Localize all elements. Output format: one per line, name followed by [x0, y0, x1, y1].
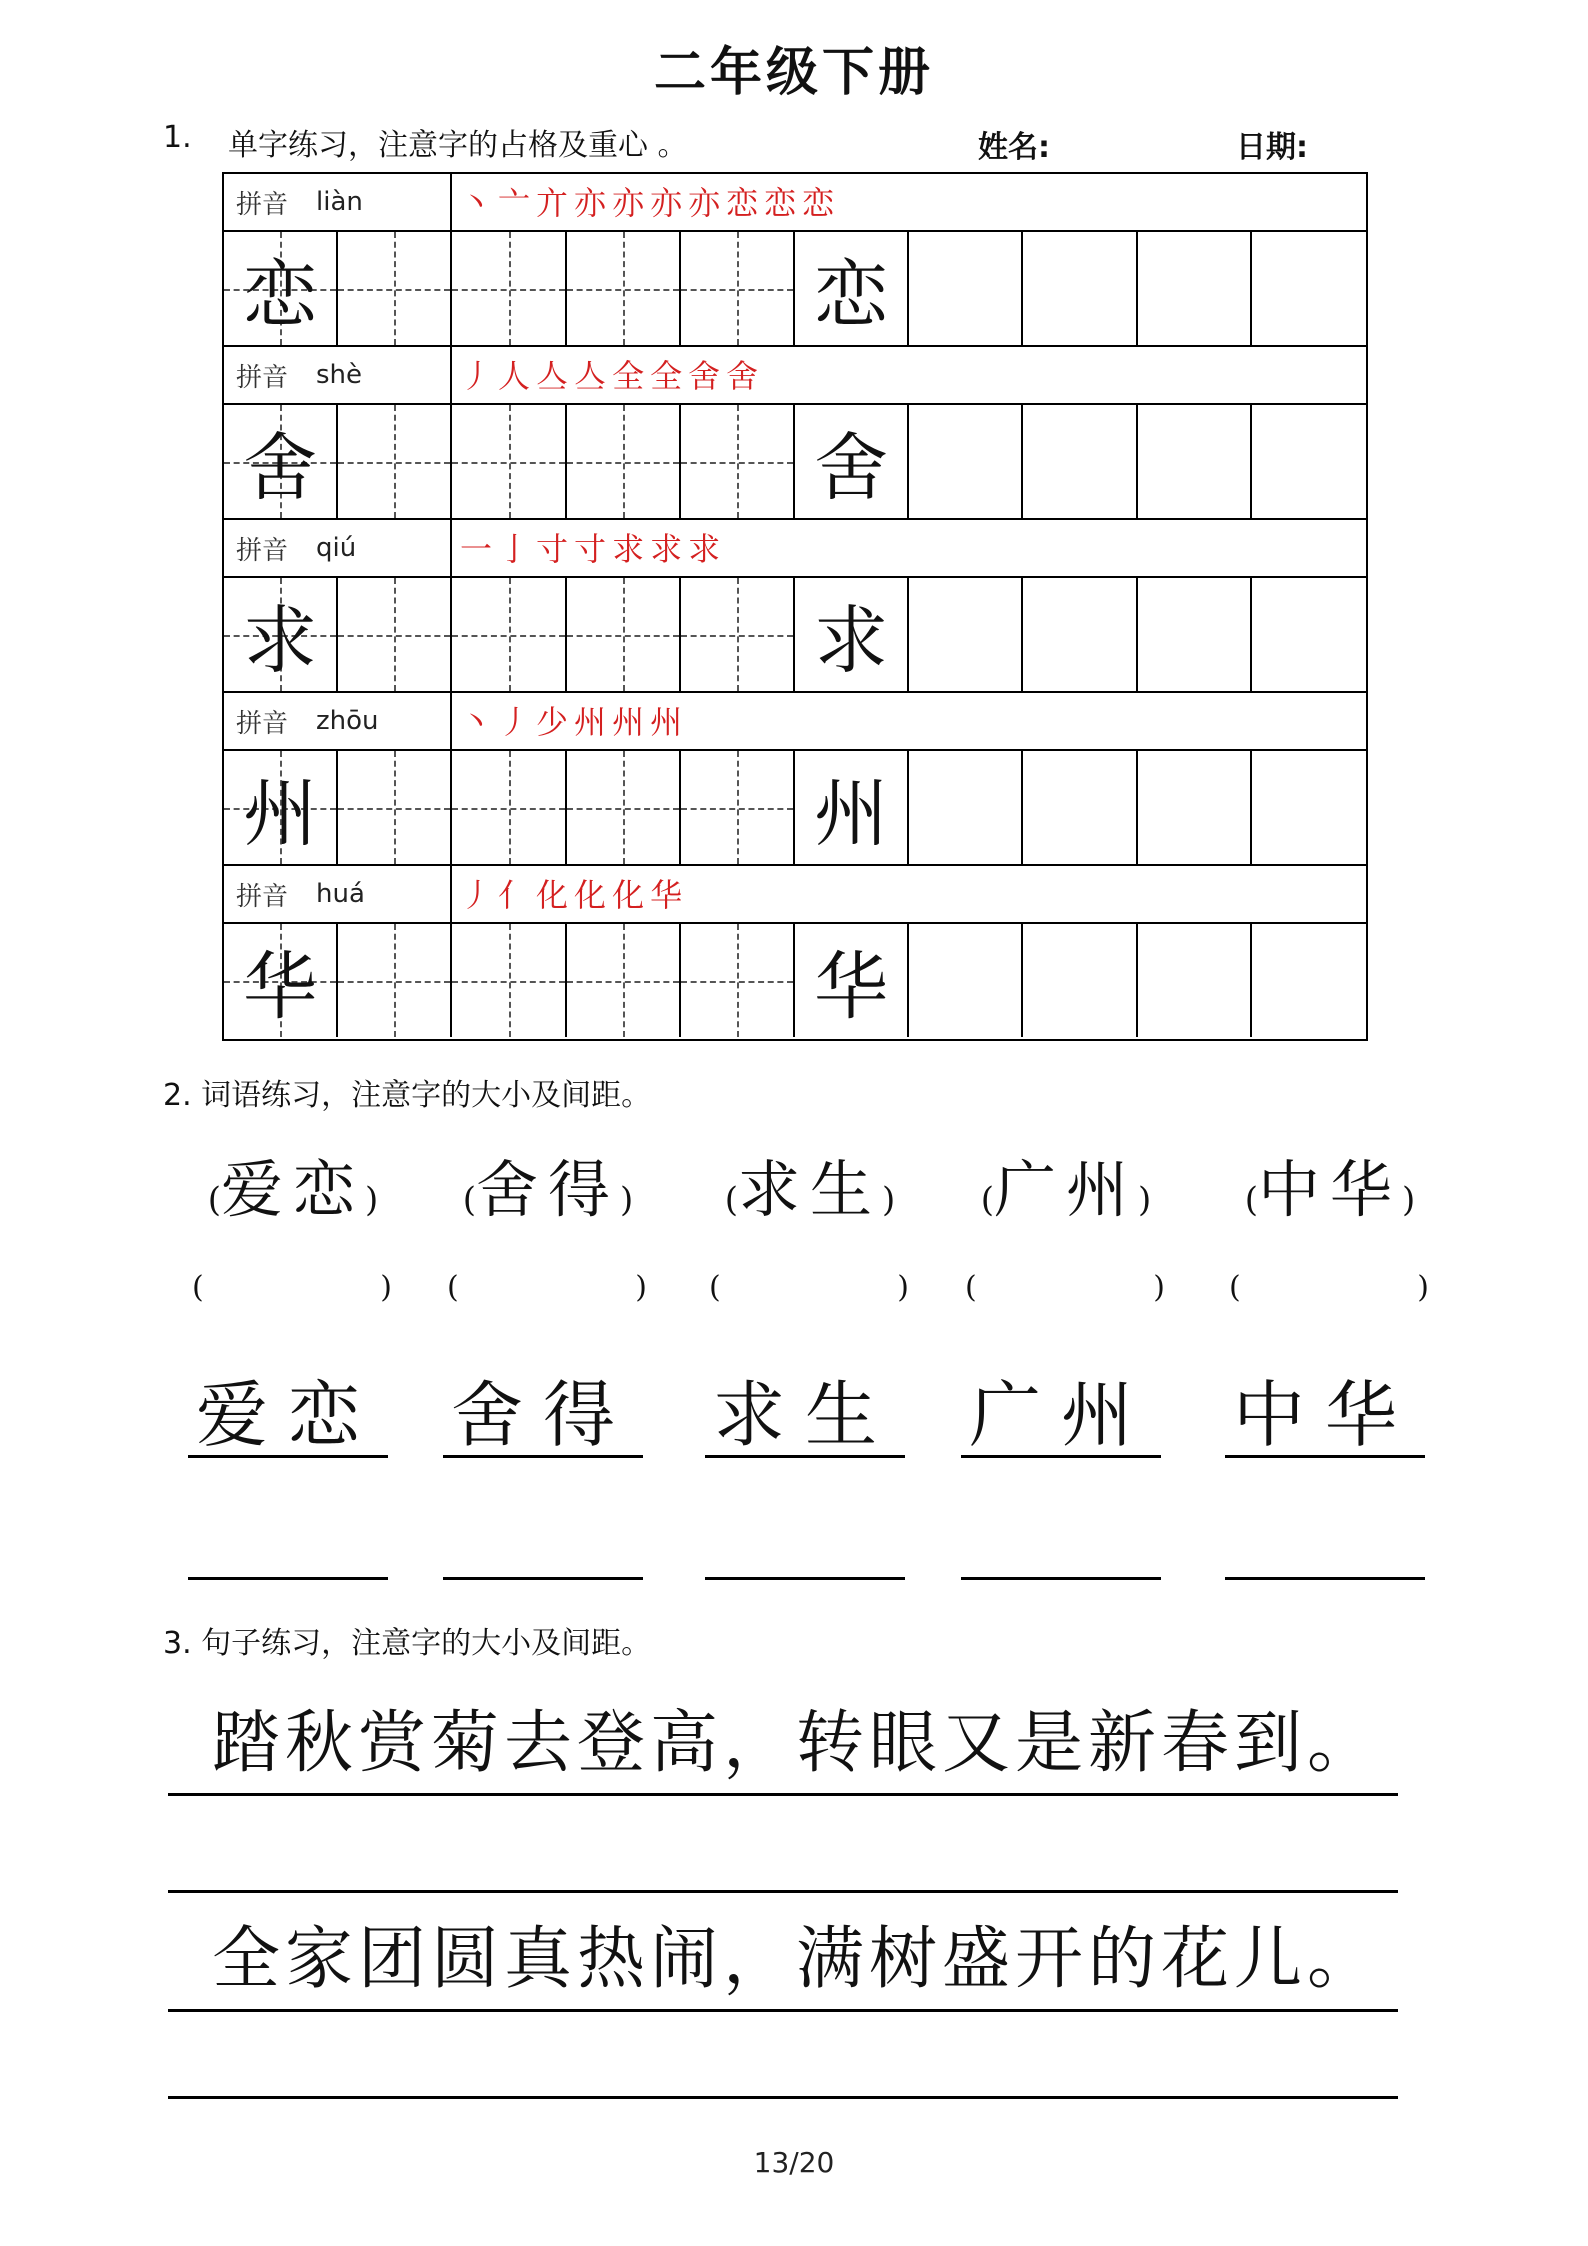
close-paren: ) [1417, 1270, 1429, 1305]
model-character-cell [795, 405, 909, 518]
model-character: 舍 [814, 424, 889, 511]
open-paren: ( [1244, 1180, 1258, 1220]
character-row [224, 232, 1366, 347]
model-character-cell [795, 751, 909, 864]
practice-cell[interactable] [1138, 405, 1252, 518]
practice-cell[interactable] [1252, 405, 1366, 518]
practice-cell[interactable] [681, 405, 795, 518]
stroke-step: 丿 [460, 876, 493, 914]
practice-cell[interactable] [452, 232, 566, 345]
stroke-step: 舍 [688, 357, 721, 395]
stroke-step: 州 [574, 703, 607, 741]
underlined-word: 广州 [961, 1372, 1161, 1458]
pinyin-answer-blank[interactable] [965, 1270, 1165, 1305]
close-paren: ) [882, 1180, 896, 1220]
underlined-word: 求生 [705, 1372, 905, 1458]
pinyin-answer-blank[interactable] [1229, 1270, 1429, 1305]
practice-cell[interactable] [1023, 405, 1137, 518]
open-paren: ( [447, 1270, 459, 1305]
pinyin-label [224, 174, 452, 230]
word-text: 广州 [993, 1153, 1138, 1226]
pinyin-answer-blank[interactable] [447, 1270, 647, 1305]
close-paren: ) [897, 1270, 909, 1305]
practice-cell[interactable] [452, 924, 566, 1037]
practice-cell[interactable] [567, 578, 681, 691]
model-character: 华 [243, 943, 318, 1030]
pinyin-word: 拼音 [236, 708, 289, 739]
open-paren: ( [965, 1270, 977, 1305]
model-character: 州 [243, 770, 318, 857]
close-paren: ) [365, 1180, 379, 1220]
stroke-step: 一 [460, 530, 493, 568]
pinyin-value: shè [316, 360, 363, 390]
stroke-step: 州 [650, 703, 683, 741]
practice-cell[interactable] [452, 405, 566, 518]
model-character-cell [795, 232, 909, 345]
stroke-step: 亦 [688, 184, 721, 222]
stroke-step: 亦 [612, 184, 645, 222]
stroke-step: 亦 [650, 184, 683, 222]
open-paren: ( [980, 1180, 994, 1220]
stroke-step: 华 [650, 876, 683, 914]
underlined-word: 舍得 [443, 1372, 643, 1458]
word-text: 求生 [737, 1153, 882, 1226]
stroke-step: 丶 [460, 184, 493, 222]
character-row [224, 405, 1366, 520]
stroke-step: 亻 [498, 876, 531, 914]
pinyin-row [224, 693, 1366, 751]
character-row [224, 578, 1366, 693]
practice-cell[interactable] [909, 578, 1023, 691]
stroke-step: 恋 [764, 184, 797, 222]
pinyin-row [224, 347, 1366, 405]
sentence-write-line[interactable] [168, 1888, 1398, 1893]
practice-cell[interactable] [1023, 232, 1137, 345]
section2-instruction: 2. 词语练习，注意字的大小及间距。 [163, 1078, 652, 1113]
stroke-step: 全 [612, 357, 645, 395]
practice-cell[interactable] [1023, 751, 1137, 864]
model-character-cell [795, 924, 909, 1037]
practice-cell[interactable] [909, 924, 1023, 1037]
stroke-step: 亼 [574, 357, 607, 395]
model-character: 州 [814, 770, 889, 857]
close-paren: ) [380, 1270, 392, 1305]
section1-header [0, 112, 1588, 165]
stroke-step: 亣 [536, 184, 569, 222]
page-title: 二年级下册 [653, 43, 934, 103]
practice-cell[interactable] [1252, 924, 1366, 1037]
pinyin-label [224, 520, 452, 576]
practice-cell[interactable] [1138, 578, 1252, 691]
stroke-step: 亠 [498, 184, 531, 222]
character-practice-grid [222, 172, 1368, 1041]
stroke-step: 舍 [726, 357, 759, 395]
practice-cell[interactable] [1252, 751, 1366, 864]
bracket-word [188, 1140, 398, 1229]
open-paren: ( [724, 1180, 738, 1220]
practice-cell[interactable] [681, 232, 795, 345]
practice-cell[interactable] [909, 405, 1023, 518]
stroke-step: 丶 [460, 703, 493, 741]
stroke-order [452, 174, 1366, 230]
close-paren: ) [1138, 1180, 1152, 1220]
practice-cell[interactable] [338, 232, 452, 345]
character-row [224, 751, 1366, 866]
pinyin-row [224, 174, 1366, 232]
stroke-step: 求 [612, 530, 645, 568]
model-character: 恋 [814, 251, 889, 338]
stroke-step: 化 [574, 876, 607, 914]
model-character-cell [224, 405, 338, 518]
practice-cell[interactable] [567, 232, 681, 345]
word-write-line[interactable] [1225, 1575, 1425, 1580]
pinyin-value: liàn [316, 187, 363, 217]
pinyin-value: huá [316, 879, 365, 909]
open-paren: ( [192, 1270, 204, 1305]
underlined-word: 中华 [1225, 1372, 1425, 1458]
pinyin-answer-blank[interactable] [709, 1270, 909, 1305]
stroke-order [452, 693, 1366, 749]
stroke-step: 恋 [726, 184, 759, 222]
practice-cell[interactable] [1023, 578, 1137, 691]
model-character-cell [224, 924, 338, 1037]
pinyin-word: 拼音 [236, 362, 289, 393]
model-character: 求 [243, 597, 318, 684]
pinyin-label [224, 347, 452, 403]
practice-cell[interactable] [1252, 578, 1366, 691]
practice-cell[interactable] [338, 578, 452, 691]
model-character: 华 [814, 943, 889, 1030]
pinyin-row [224, 520, 1366, 578]
practice-cell[interactable] [1138, 751, 1252, 864]
stroke-step: 恋 [802, 184, 835, 222]
character-row [224, 924, 1366, 1039]
pinyin-value: zhōu [316, 706, 379, 736]
page-number: 13/20 [753, 2146, 835, 2179]
practice-cell[interactable] [567, 405, 681, 518]
pinyin-label [224, 693, 452, 749]
word-write-line[interactable] [705, 1575, 905, 1580]
bracket-word [1225, 1140, 1435, 1229]
practice-cell[interactable] [452, 578, 566, 691]
stroke-step: 少 [536, 703, 569, 741]
open-paren: ( [1229, 1270, 1241, 1305]
practice-cell[interactable] [338, 751, 452, 864]
stroke-step: 化 [612, 876, 645, 914]
section1-instruction: 单字练习，注意字的占格及重心 。 [228, 128, 688, 163]
practice-cell[interactable] [1138, 232, 1252, 345]
pinyin-value: qiú [316, 533, 357, 563]
word-write-line[interactable] [961, 1575, 1161, 1580]
word-write-line[interactable] [188, 1575, 388, 1580]
stroke-step: 人 [498, 357, 531, 395]
date-label: 日期: [1236, 130, 1308, 165]
stroke-step: 亼 [536, 357, 569, 395]
word-write-line[interactable] [443, 1575, 643, 1580]
open-paren: ( [709, 1270, 721, 1305]
stroke-step: 亅 [498, 530, 531, 568]
section1-number: 1. [163, 120, 192, 155]
pinyin-row [224, 866, 1366, 924]
practice-cell[interactable] [567, 751, 681, 864]
bracket-word [705, 1140, 915, 1229]
close-paren: ) [620, 1180, 634, 1220]
model-character-cell [224, 751, 338, 864]
sentence-1: 踏秋赏菊去登高，转眼又是新春到。 [168, 1696, 1398, 1796]
practice-cell[interactable] [338, 924, 452, 1037]
practice-cell[interactable] [681, 751, 795, 864]
close-paren: ) [1402, 1180, 1416, 1220]
open-paren: ( [207, 1180, 221, 1220]
practice-cell[interactable] [909, 232, 1023, 345]
practice-cell[interactable] [452, 751, 566, 864]
underlined-word: 爱恋 [188, 1372, 388, 1458]
practice-cell[interactable] [909, 751, 1023, 864]
practice-cell[interactable] [681, 578, 795, 691]
name-label: 姓名: [978, 130, 1050, 165]
practice-cell[interactable] [681, 924, 795, 1037]
practice-cell[interactable] [567, 924, 681, 1037]
practice-cell[interactable] [338, 405, 452, 518]
stroke-step: 全 [650, 357, 683, 395]
word-text: 舍得 [475, 1153, 620, 1226]
stroke-step: 求 [688, 530, 721, 568]
stroke-order [452, 520, 1366, 576]
stroke-step: 州 [612, 703, 645, 741]
word-text: 爱恋 [220, 1153, 365, 1226]
sentence-2: 全家团圆真热闹，满树盛开的花儿。 [168, 1912, 1398, 2012]
stroke-step: 寸 [574, 530, 607, 568]
stroke-step: 求 [650, 530, 683, 568]
bracket-word [961, 1140, 1171, 1229]
word-text: 中华 [1257, 1153, 1402, 1226]
stroke-step: 丿 [460, 357, 493, 395]
stroke-step: 寸 [536, 530, 569, 568]
model-character: 恋 [243, 251, 318, 338]
model-character-cell [224, 232, 338, 345]
pinyin-word: 拼音 [236, 881, 289, 912]
stroke-step: 丿 [498, 703, 531, 741]
model-character: 舍 [243, 424, 318, 511]
pinyin-label [224, 866, 452, 922]
model-character-cell [224, 578, 338, 691]
stroke-order [452, 347, 1366, 403]
model-character: 求 [814, 597, 889, 684]
close-paren: ) [1153, 1270, 1165, 1305]
practice-cell[interactable] [1023, 924, 1137, 1037]
pinyin-word: 拼音 [236, 535, 289, 566]
stroke-order [452, 866, 1366, 922]
pinyin-answer-blank[interactable] [192, 1270, 392, 1305]
pinyin-word: 拼音 [236, 189, 289, 220]
close-paren: ) [635, 1270, 647, 1305]
practice-cell[interactable] [1252, 232, 1366, 345]
section3-instruction: 3. 句子练习，注意字的大小及间距。 [163, 1626, 652, 1661]
sentence-write-line[interactable] [168, 2094, 1398, 2099]
bracket-word [443, 1140, 653, 1229]
open-paren: ( [462, 1180, 476, 1220]
model-character-cell [795, 578, 909, 691]
practice-cell[interactable] [1138, 924, 1252, 1037]
stroke-step: 化 [536, 876, 569, 914]
stroke-step: 亦 [574, 184, 607, 222]
